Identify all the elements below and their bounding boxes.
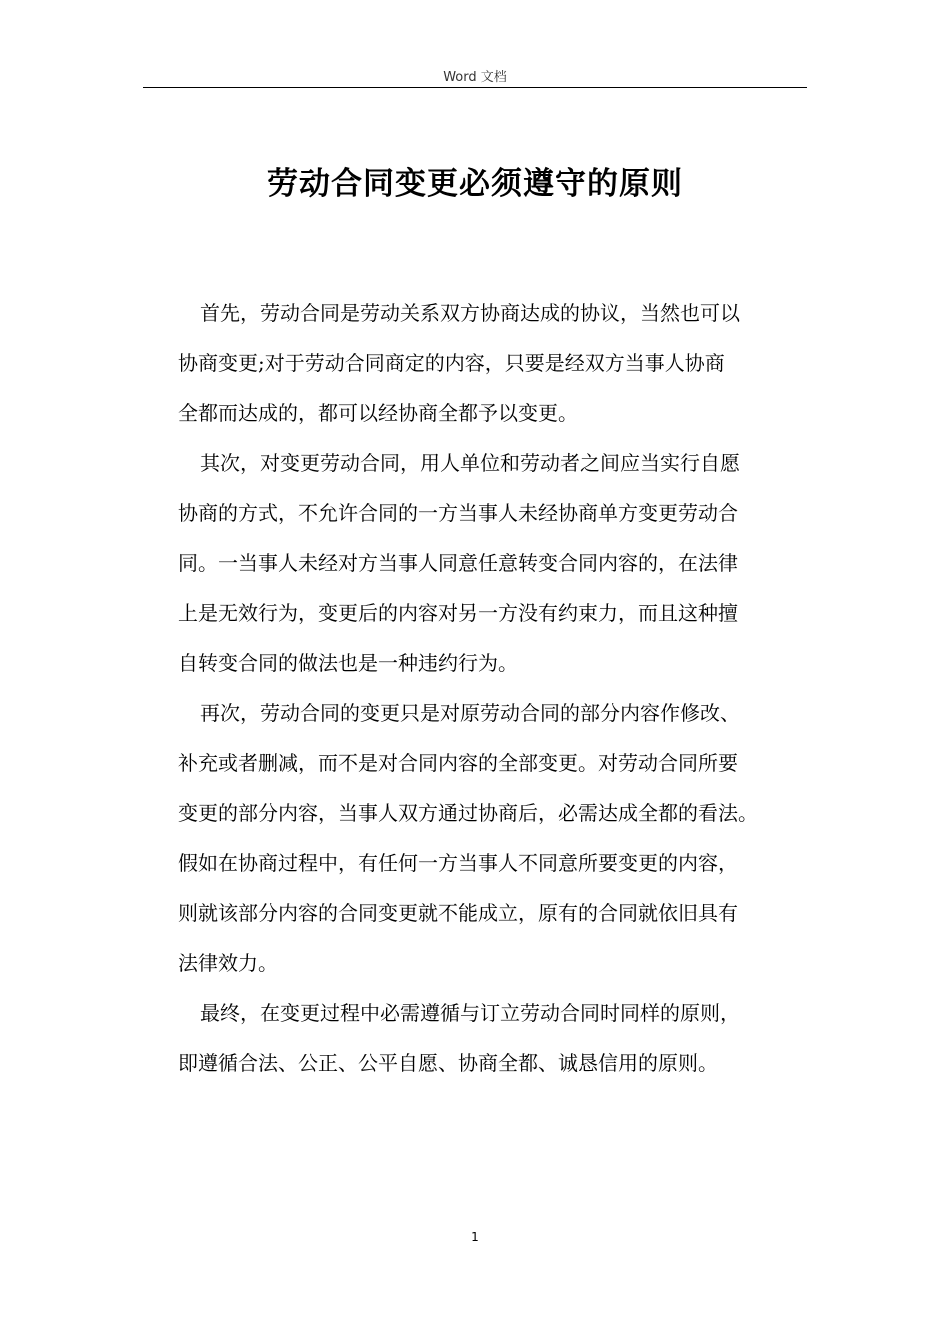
paragraph-line: 同。一当事人未经对方当事人同意任意转变合同内容的，在法律 (178, 551, 738, 575)
paragraph-line: 法律效力。 (178, 951, 278, 975)
document-title: 劳动合同变更必须遵守的原则 (267, 166, 683, 202)
page-header: Word 文档 (443, 70, 507, 85)
paragraph-3 (178, 688, 818, 988)
header-divider (143, 87, 807, 88)
paragraph-line: 全都而达成的，都可以经协商全都予以变更。 (178, 401, 578, 425)
paragraph-line: 变更的部分内容，当事人双方通过协商后，必需达成全都的看法。 (178, 801, 758, 825)
paragraph-line: 自转变合同的做法也是一种违约行为。 (178, 651, 518, 675)
paragraph-line: 则就该部分内容的合同变更就不能成立，原有的合同就依旧具有 (178, 901, 738, 925)
paragraph-line: 假如在协商过程中，有任何一方当事人不同意所要变更的内容， (178, 851, 738, 875)
paragraph-line: 最终，在变更过程中必需遵循与订立劳动合同时同样的原则， (200, 1001, 740, 1025)
paragraph-line: 再次，劳动合同的变更只是对原劳动合同的部分内容作修改、 (200, 701, 740, 725)
document-body (178, 288, 818, 1088)
paragraph-1 (178, 288, 818, 438)
paragraph-2 (178, 438, 818, 688)
paragraph-4 (178, 988, 818, 1088)
paragraph-line: 首先，劳动合同是劳动关系双方协商达成的协议，当然也可以 (200, 301, 740, 325)
paragraph-line: 协商的方式，不允许合同的一方当事人未经协商单方变更劳动合 (178, 501, 738, 525)
page-number: 1 (471, 1230, 479, 1244)
paragraph-line: 上是无效行为，变更后的内容对另一方没有约束力，而且这种擅 (178, 601, 738, 625)
paragraph-line: 其次，对变更劳动合同，用人单位和劳动者之间应当实行自愿 (200, 451, 740, 475)
paragraph-line: 即遵循合法、公正、公平自愿、协商全都、诚恳信用的原则。 (178, 1051, 718, 1075)
paragraph-line: 补充或者删减，而不是对合同内容的全部变更。对劳动合同所要 (178, 751, 738, 775)
paragraph-line: 协商变更;对于劳动合同商定的内容，只要是经双方当事人协商 (178, 351, 725, 375)
